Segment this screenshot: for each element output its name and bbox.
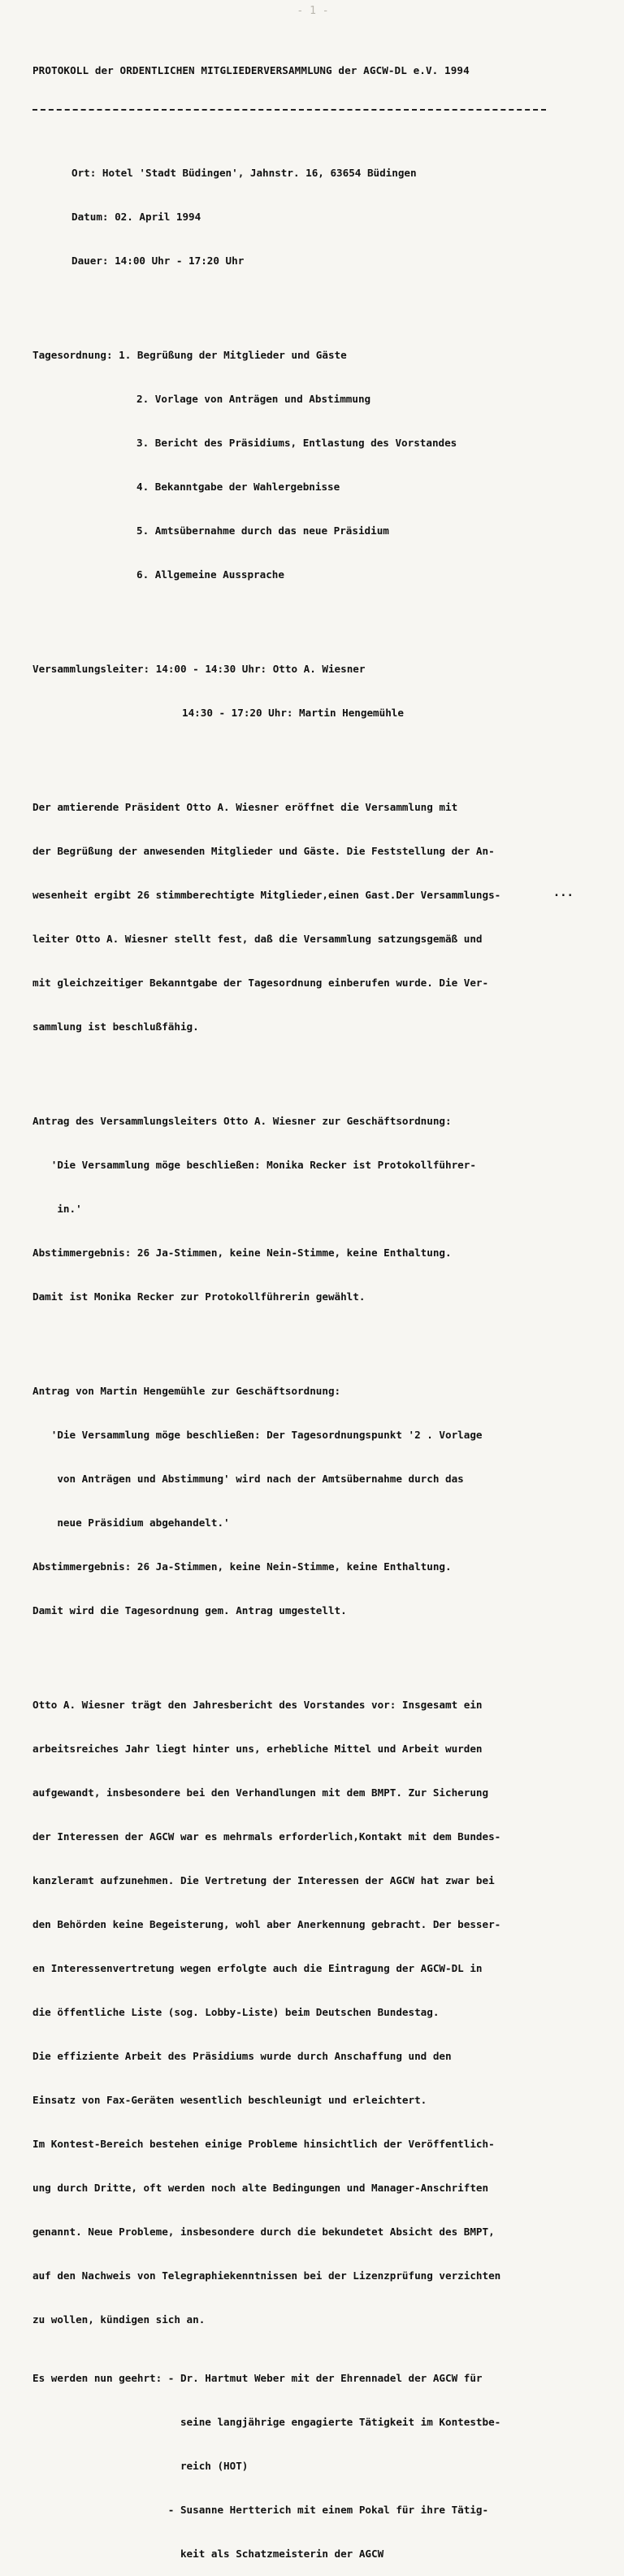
protocol-document xyxy=(32,34,601,2576)
motion2-line: Antrag von Martin Hengemühle zur Geschäftsordnung: xyxy=(32,1385,341,1397)
continuation-marker: ... xyxy=(552,886,574,899)
honors-line: keit als Schatzmeisterin der AGCW xyxy=(32,2548,384,2560)
motion1-line: Damit ist Monika Recker zur Protokollführerin gewählt. xyxy=(32,1290,366,1303)
meta-duration: Dauer: 14:00 Uhr - 17:20 Uhr xyxy=(72,255,245,267)
report-line: kanzleramt aufzunehmen. Die Vertretung der Interessen der AGCW hat zwar bei xyxy=(32,1874,495,1886)
motion1-line: Antrag des Versammlungsleiters Otto A. Wiesner zur Geschäftsordnung: xyxy=(32,1115,452,1127)
report-line: en Interessenvertretung wegen erfolgte auch die Eintragung der AGCW-DL in xyxy=(32,1962,483,1974)
opening-line: der Begrüßung der anwesenden Mitglieder und Gäste. Die Feststellung der An- xyxy=(32,845,495,857)
motion2-line: Damit wird die Tagesordnung gem. Antrag umgestellt. xyxy=(32,1604,347,1617)
agenda-item: 1. Begrüßung der Mitglieder und Gäste xyxy=(119,349,347,361)
report-line: die öffentliche Liste (sog. Lobby-Liste) beim Deutschen Bundestag. xyxy=(32,2006,440,2018)
opening-line: wesenheit ergibt 26 stimmberechtigte Mitglieder,einen Gast.Der Versammlungs- xyxy=(32,889,501,901)
motion2-line: neue Präsidium abgehandelt.' xyxy=(32,1516,230,1529)
honors-line: Es werden nun geehrt: - Dr. Hartmut Weber mit der Ehrennadel der AGCW für xyxy=(32,2372,483,2384)
meta-date: Datum: 02. April 1994 xyxy=(72,211,202,223)
report-line: Einsatz von Fax-Geräten wesentlich beschleunigt und erleichtert. xyxy=(32,2094,427,2106)
opening-line: leiter Otto A. Wiesner stellt fest, daß die Versammlung satzungsgemäß und xyxy=(32,933,483,945)
opening-line: mit gleichzeitiger Bekanntgabe der Tagesordnung einberufen wurde. Die Ver- xyxy=(32,977,489,989)
chair-entry: 14:00 - 14:30 Uhr: Otto A. Wiesner xyxy=(155,663,366,675)
motion1-line: in.' xyxy=(32,1203,82,1215)
report-line: Im Kontest-Bereich bestehen einige Probleme hinsichtlich der Veröffentlich- xyxy=(32,2138,495,2150)
agenda-row-1 xyxy=(32,348,601,363)
report-line: Otto A. Wiesner trägt den Jahresbericht des Vorstandes vor: Insgesamt ein xyxy=(32,1699,483,1711)
report-line: arbeitsreiches Jahr liegt hinter uns, erhebliche Mittel und Arbeit wurden xyxy=(32,1743,483,1755)
document-title: PROTOKOLL der ORDENTLICHEN MITGLIEDERVERSAMMLUNG der AGCW-DL e.V. 1994 xyxy=(32,64,470,76)
agenda-item: 5. Amtsübernahme durch das neue Präsidium xyxy=(136,524,389,537)
agenda-item: 4. Bekanntgabe der Wahlergebnisse xyxy=(136,481,340,493)
chair-label: Versammlungsleiter: xyxy=(32,663,150,675)
agenda-item: 3. Bericht des Präsidiums, Entlastung des Vorstandes xyxy=(136,437,457,449)
motion2-line: Abstimmergebnis: 26 Ja-Stimmen, keine Nein-Stimme, keine Enthaltung. xyxy=(32,1560,452,1573)
report-line: Die effiziente Arbeit des Präsidiums wurde durch Anschaffung und den xyxy=(32,2050,452,2062)
report-line: den Behörden keine Begeisterung, wohl aber Anerkennung gebracht. Der besser- xyxy=(32,1918,501,1930)
motion2-line: von Anträgen und Abstimmung' wird nach der Amtsübernahme durch das xyxy=(32,1473,464,1485)
agenda-label: Tagesordnung: xyxy=(32,349,113,361)
motion1-line: 'Die Versammlung möge beschließen: Monika Recker ist Protokollführer- xyxy=(32,1159,476,1171)
chair-row-1 xyxy=(32,662,601,677)
report-line: zu wollen, kündigen sich an. xyxy=(32,2313,206,2326)
motion2-line: 'Die Versammlung möge beschließen: Der Tagesordnungspunkt '2 . Vorlage xyxy=(32,1429,483,1441)
agenda-item: 2. Vorlage von Anträgen und Abstimmung xyxy=(136,393,371,405)
report-line: ung durch Dritte, oft werden noch alte Bedingungen und Manager-Anschriften xyxy=(32,2182,489,2194)
meta-location: Ort: Hotel 'Stadt Büdingen', Jahnstr. 16, 63654 Büdingen xyxy=(72,167,417,179)
honors-line: - Susanne Hertterich mit einem Pokal für ihre Tätig- xyxy=(32,2504,489,2516)
honors-line: seine langjährige engagierte Tätigkeit im Kontestbe- xyxy=(32,2416,501,2428)
report-line: genannt. Neue Probleme, insbesondere durch die bekundetet Absicht des BMPT, xyxy=(32,2226,495,2238)
opening-line: sammlung ist beschlußfähig. xyxy=(32,1020,199,1033)
report-line: auf den Nachweis von Telegraphiekenntnissen bei der Lizenzprüfung verzichten xyxy=(32,2269,501,2282)
report-line: aufgewandt, insbesondere bei den Verhandlungen mit dem BMPT. Zur Sicherung xyxy=(32,1786,489,1799)
page-number: - 1 - xyxy=(297,5,329,17)
report-line: der Interessen der AGCW war es mehrmals erforderlich,Kontakt mit dem Bundes- xyxy=(32,1830,501,1843)
motion1-line: Abstimmergebnis: 26 Ja-Stimmen, keine Nein-Stimme, keine Enthaltung. xyxy=(32,1247,452,1259)
honors-line: reich (HOT) xyxy=(32,2460,249,2472)
title-underline xyxy=(32,109,546,114)
chair-entry: 14:30 - 17:20 Uhr: Martin Hengemühle xyxy=(182,707,404,719)
agenda-item: 6. Allgemeine Aussprache xyxy=(136,568,284,581)
opening-line: Der amtierende Präsident Otto A. Wiesner eröffnet die Versammlung mit xyxy=(32,801,458,813)
